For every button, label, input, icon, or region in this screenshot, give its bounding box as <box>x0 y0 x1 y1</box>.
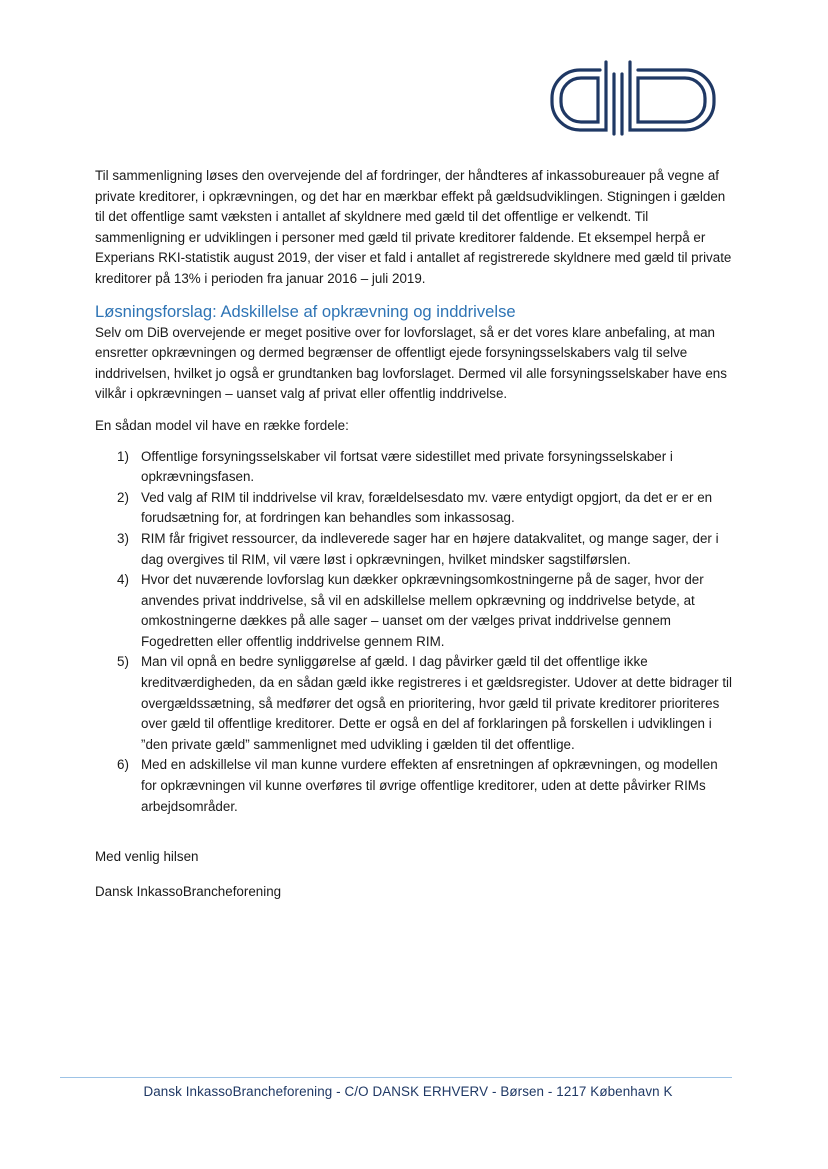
list-item-number: 1) <box>117 448 129 464</box>
list-intro: En sådan model vil have en række fordele: <box>95 417 349 433</box>
closing-greeting: Med venlig hilsen <box>95 849 199 865</box>
list-item <box>117 755 735 817</box>
footer-divider <box>60 1077 732 1078</box>
list-item-text: Med en adskillelse vil man kunne vurdere effekten af ensretningen af opkrævningen, og modellen for opkrævningen vil kunne overføres til øvrige offentlige kreditorer, uden at dette påvirker RIMs arbejdsområder. <box>141 757 718 814</box>
dib-logo-mark <box>548 58 720 138</box>
letter-body <box>95 166 735 902</box>
dib-logo <box>548 58 720 138</box>
list-item-text: Hvor det nuværende lovforslag kun dækker opkrævningsomkostningerne på de sager, hvor der anvendes privat inddrivelse, så vil en adskillelse mellem opkrævning og inddrivelse betyde, at omkostningerne dækkes på alle sager – uanset om der vælges privat inddrivelse gennem Fogedretten eller offentlig inddrivelse gennem RIM. <box>141 572 704 649</box>
list-item <box>117 447 735 488</box>
advantages-list <box>95 447 735 818</box>
list-item <box>117 652 735 755</box>
section-heading: Løsningsforslag: Adskillelse af opkrævning og inddrivelse <box>95 301 516 321</box>
footer-address: Dansk InkassoBrancheforening - C/O DANSK ERHVERV - Børsen - 1217 København K <box>143 1084 673 1099</box>
list-item-number: 4) <box>117 572 129 588</box>
closing-sender: Dansk InkassoBrancheforening <box>95 883 282 899</box>
list-item-text: Ved valg af RIM til inddrivelse vil krav, forældelsesdato mv. være entydigt opgjort, da det er er en forudsætning for, at fordringen kan behandles som inkassosag. <box>141 489 713 526</box>
list-item <box>117 529 735 570</box>
list-item-text: Offentlige forsyningsselskaber vil fortsat være sidestillet med private forsyningsselskaber i opkrævningsfasen. <box>141 448 673 485</box>
list-item-number: 6) <box>117 757 129 773</box>
list-item-number: 2) <box>117 489 129 505</box>
list-item-number: 5) <box>117 654 129 670</box>
list-item <box>117 570 735 652</box>
intro-paragraph: Til sammenligning løses den overvejende del af fordringer, der håndteres af inkassobureauer på vegne af private kreditorer, i opkrævningen, og det har en mærkbar effekt på gældsudviklingen. Stigningen i gælden til det offentlige samt væksten i antallet af skyldnere med gæld til det offentlige er velkendt. Til sammenligning er udviklingen i personer med gæld til private kreditorer faldende. Et eksempel herpå er Experians RKI-statistik august 2019, der viser et fald i antallet af registrerede skyldnere med gæld til private kreditorer på 13% i perioden fra januar 2016 – juli 2019. <box>95 168 732 286</box>
list-item <box>117 488 735 529</box>
section-paragraph: Selv om DiB overvejende er meget positive over for lovforslaget, så er det vores klare anbefaling, at man ensretter opkrævningen og dermed begrænser de offentligt ejede forsyningsselskabers valg til selve inddrivelsen, hvilket jo også er grundtanken bag lovforslaget. Dermed vil alle forsyningsselskaber have ens vilkår i opkrævningen – uanset valg af privat eller offentlig inddrivelse. <box>95 324 727 402</box>
list-item-text: RIM får frigivet ressourcer, da indleverede sager har en højere datakvalitet, og mange sager, der i dag overgives til RIM, vil være løst i opkrævningen, hvilket mindsker sagstilførslen. <box>141 530 719 567</box>
list-item-text: Man vil opnå en bedre synliggørelse af gæld. I dag påvirker gæld til det offentlige ikke kreditværdigheden, da en sådan gæld ikke registreres i et gældsregister. Udover at dette bidrager til overgældssætning, så medfører det også en prioritering, hvor gæld til private kreditorer prioriteres over gæld til offentlige kreditorer. Dette er også en del af forklaringen på forskellen i udviklingen i ”den private gæld” sammenlignet med udvikling i gælden til det offentlige. <box>141 654 732 752</box>
list-item-number: 3) <box>117 530 129 546</box>
